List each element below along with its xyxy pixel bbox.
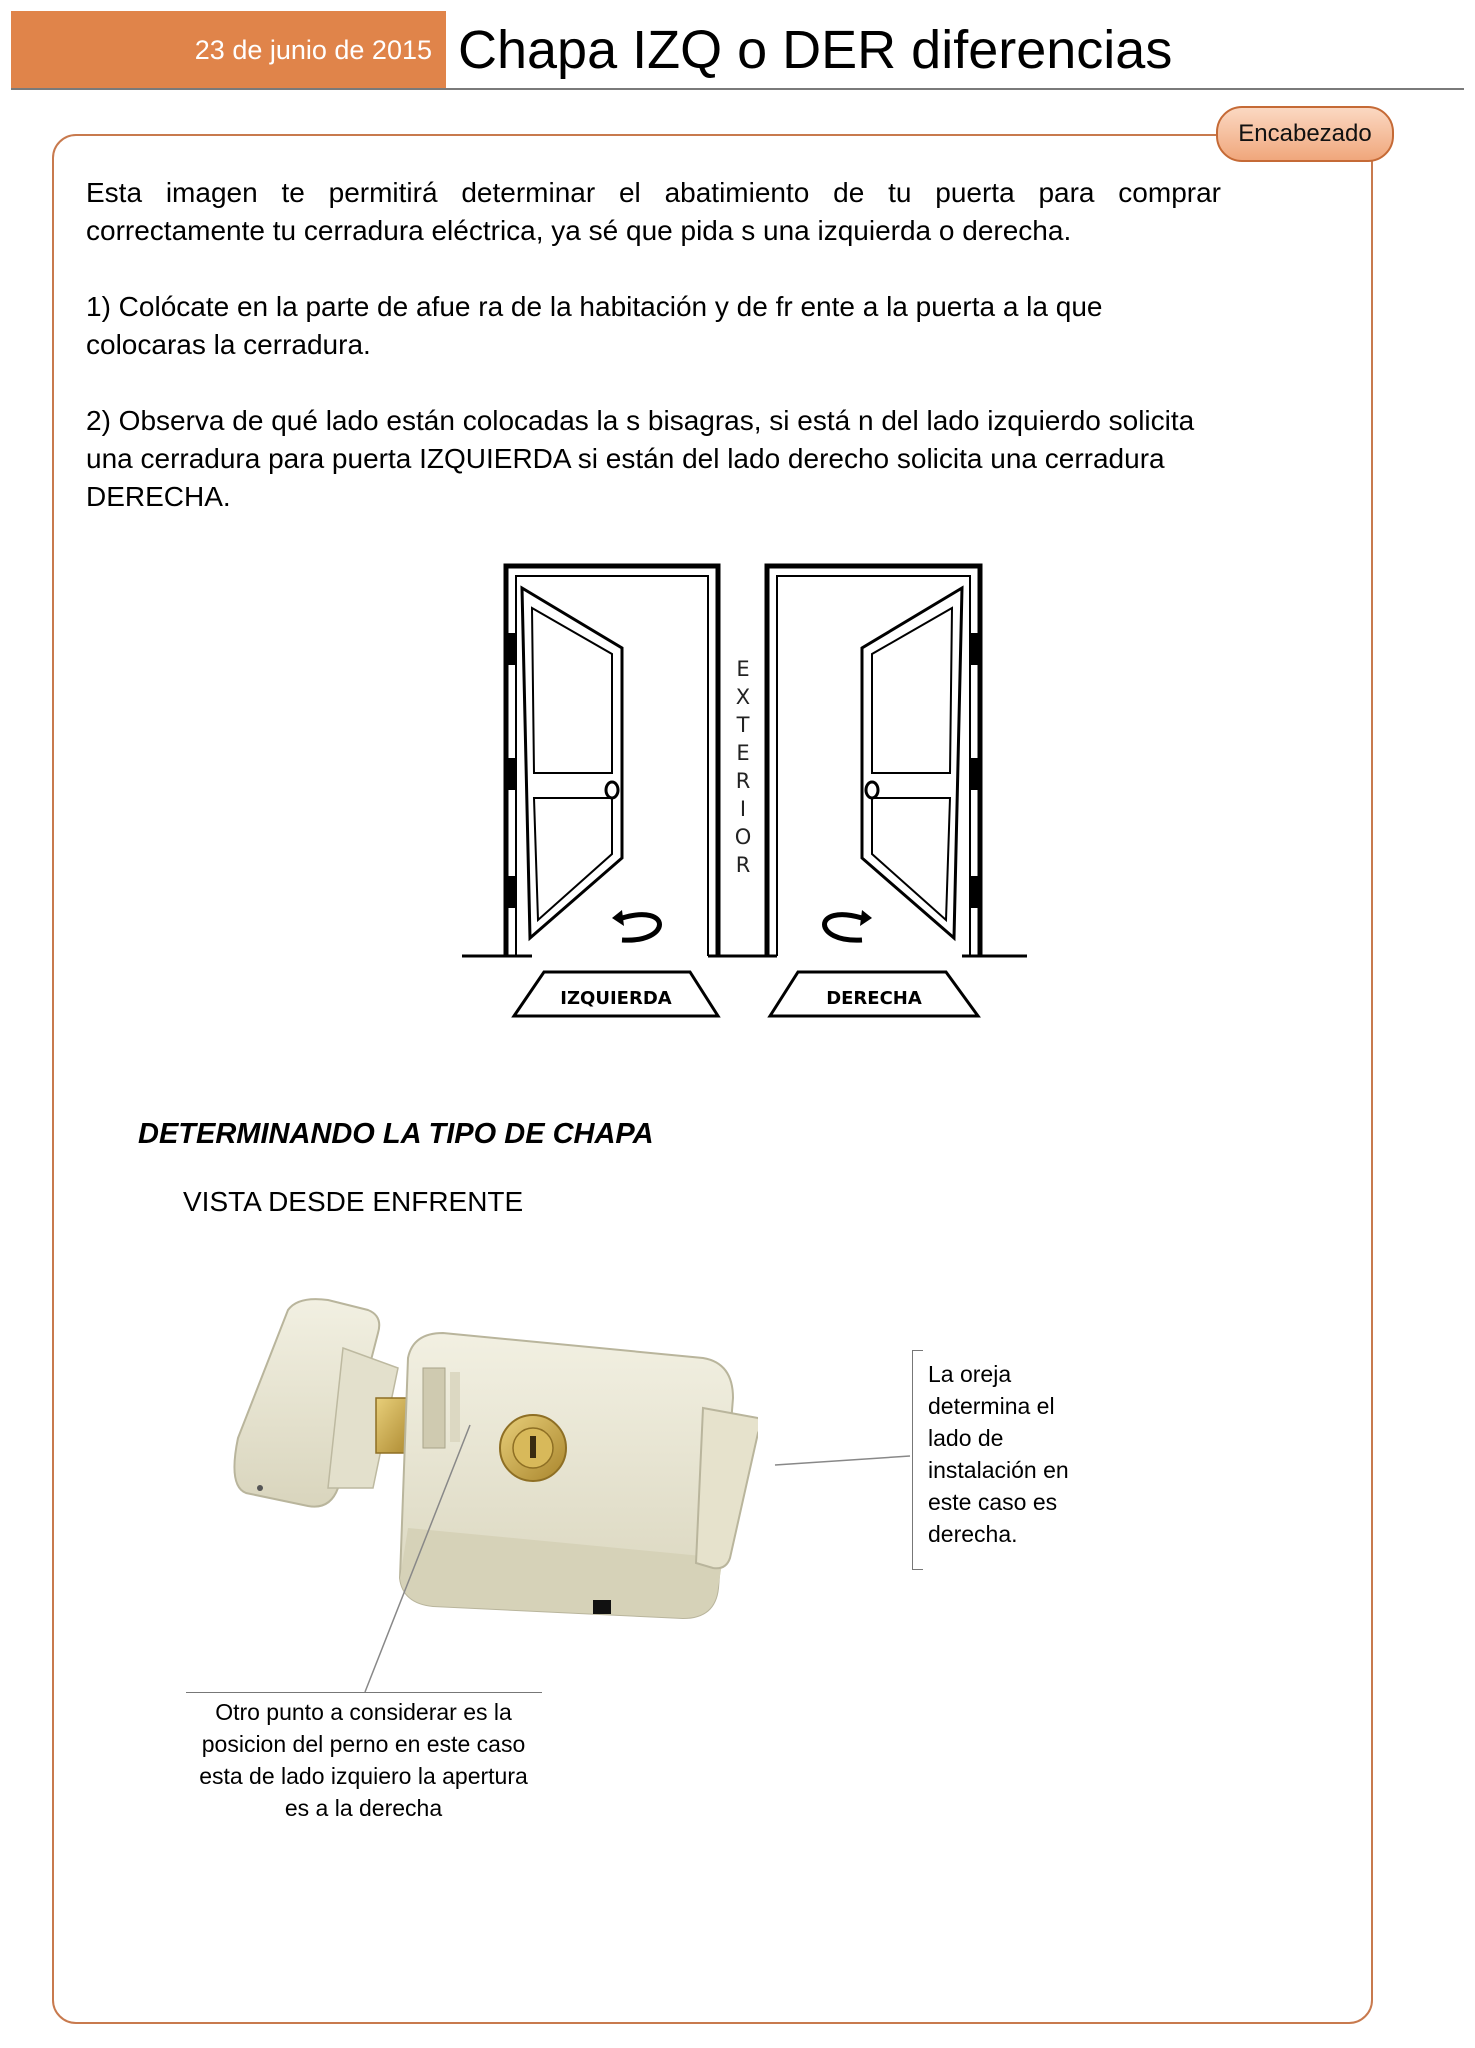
view-label: VISTA DESDE ENFRENTE — [183, 1186, 524, 1217]
step-1-paragraph: 1) Colócate en la parte de afue ra de la habitación y de fr ente a la puerta a la que colocaras la cerradura. — [86, 291, 1103, 360]
header-date: 23 de junio de 2015 — [11, 11, 446, 89]
exterior-letter: E — [736, 741, 750, 765]
step-2-paragraph: 2) Observa de qué lado están colocadas la s bisagras, si está n del lado izquierdo solicita una cerradura para puerta IZQUIERDA si están del lado derecho solicita una cerradura DERECHA. — [86, 405, 1195, 512]
header-badge: Encabezado — [1216, 106, 1394, 162]
exterior-letter: X — [735, 685, 751, 709]
exterior-letter: R — [735, 853, 751, 877]
exterior-letter: I — [739, 797, 747, 821]
section-title: DETERMINANDO LA TIPO DE CHAPA — [138, 1118, 654, 1150]
page-title: Chapa IZQ o DER diferencias — [458, 20, 1173, 80]
exterior-letter: O — [734, 825, 752, 849]
bolt-note: Otro punto a considerar es la posicion del perno en este caso esta de lado izquiero la apertura es a la derecha — [199, 1699, 528, 1821]
bolt-note-rule — [186, 1692, 542, 1693]
right-door-label: DERECHA — [826, 988, 922, 1009]
ear-note-bracket — [912, 1350, 923, 1570]
intro-paragraph: Esta imagen te permitirá determinar el abatimiento de tu puerta para comprar correctamente tu cerradura eléctrica, ya sé que pida s una izquierda o derecha. — [86, 177, 1221, 246]
exterior-letter: R — [735, 769, 751, 793]
exterior-letter: T — [736, 713, 750, 737]
ear-note: La oreja determina el lado de instalación en este caso es derecha. — [928, 1361, 1069, 1547]
left-door-label: IZQUIERDA — [560, 988, 672, 1009]
exterior-letter: E — [736, 657, 750, 681]
